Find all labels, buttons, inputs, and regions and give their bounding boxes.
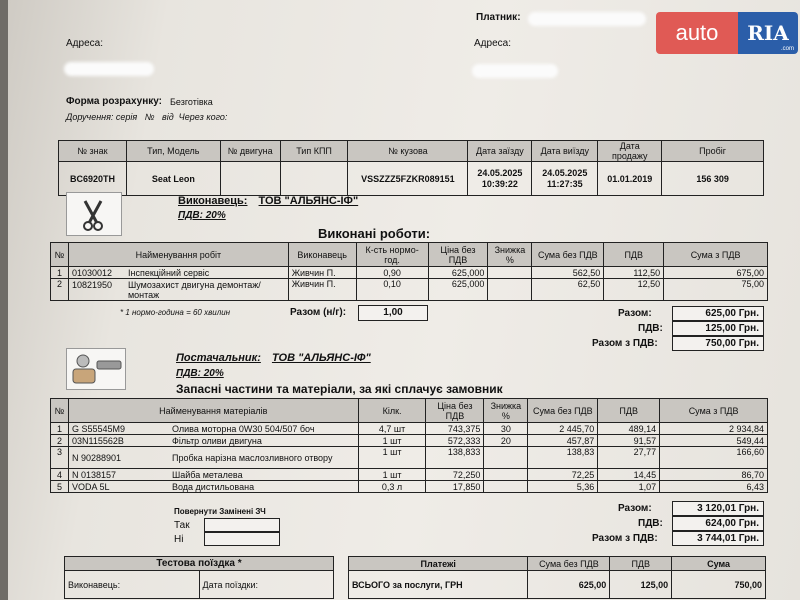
parts-header: Сума з ПДВ — [660, 399, 768, 423]
vehicle-header: № кузова — [348, 141, 468, 162]
table-row — [51, 423, 768, 435]
vehicle-gearbox — [280, 162, 348, 196]
payments-row-label: ВСЬОГО за послуги, ГРН — [349, 571, 528, 599]
part-total: 166,60 — [660, 447, 768, 469]
part-qty: 4,7 шт — [358, 423, 426, 435]
part-name: Фільтр оливи двигуна — [171, 435, 262, 446]
time-in: 10:39:22 — [481, 178, 518, 189]
work-name-cell — [68, 279, 288, 301]
works-header: К-сть нормо-год. — [356, 243, 428, 267]
payment-form-label: Форма розрахунку: — [66, 96, 163, 107]
works-sum-label: Разом: — [618, 308, 652, 319]
works-note: * 1 нормо-година = 60 хвилин — [120, 308, 231, 317]
payments-table — [348, 556, 766, 599]
part-name: Шайба металева — [171, 469, 243, 480]
executor-name: ТОВ "АЛЬЯНС-ІФ" — [258, 195, 359, 207]
test-drive-executor: Виконавець: — [65, 571, 200, 599]
part-price: 17,850 — [426, 481, 484, 493]
part-vat: 1,07 — [598, 481, 660, 493]
part-sum: 5,36 — [528, 481, 598, 493]
part-vat: 91,57 — [598, 435, 660, 447]
table-row — [349, 571, 766, 599]
works-vat: ПДВ: 20% — [178, 210, 226, 221]
parts-header: Сума без ПДВ — [528, 399, 598, 423]
payments-header: Платежі — [349, 557, 528, 571]
parts-header: Ціна без ПДВ — [426, 399, 484, 423]
part-qty: 1 шт — [358, 469, 426, 481]
part-sum: 138,83 — [528, 447, 598, 469]
parts-vat-label: ПДВ: — [638, 518, 663, 529]
parts-icon — [66, 348, 126, 390]
part-name: Пробка нарізна маслозливного отвору — [171, 452, 333, 463]
works-title: Виконані роботи: — [318, 226, 431, 241]
part-n: 3 — [51, 447, 69, 469]
parts-table — [50, 398, 768, 493]
table-row — [51, 267, 768, 279]
parts-header: ПДВ — [598, 399, 660, 423]
work-n: 1 — [51, 267, 69, 279]
part-code: 03N115562B — [71, 435, 124, 446]
works-header: Виконавець — [288, 243, 356, 267]
parts-sum-value: 3 120,01 Грн. — [672, 501, 764, 516]
part-n: 4 — [51, 469, 69, 481]
part-total: 549,44 — [660, 435, 768, 447]
watermark-ria — [738, 12, 798, 54]
works-header: Знижка % — [488, 243, 532, 267]
payments-header: Сума без ПДВ — [528, 557, 610, 571]
work-disc — [488, 279, 532, 301]
works-header: Сума з ПДВ — [664, 243, 768, 267]
payment-form-value: Безготівка — [170, 97, 213, 107]
returned-parts-label: Повернути Замінені ЗЧ — [174, 507, 266, 516]
works-total-label: Разом з ПДВ: — [592, 338, 658, 349]
payments-row-vat: 125,00 — [610, 571, 672, 599]
returned-yes-label: Так — [174, 520, 190, 531]
vehicle-date-out — [532, 162, 598, 196]
part-disc — [484, 447, 528, 469]
vehicle-header: Тип КПП — [280, 141, 348, 162]
returned-no-checkbox[interactable] — [204, 532, 280, 546]
work-executor: Живчин П. — [288, 279, 356, 301]
watermark-ria-text: RIA — [747, 21, 789, 45]
parts-supplier — [176, 352, 371, 364]
part-n: 1 — [51, 423, 69, 435]
part-n: 2 — [51, 435, 69, 447]
work-sum: 562,50 — [532, 267, 604, 279]
work-vat: 12,50 — [604, 279, 664, 301]
parts-vat: ПДВ: 20% — [176, 368, 224, 379]
work-name: Шумозахист двигуна демонтаж/монтаж — [127, 279, 261, 300]
part-disc: 20 — [484, 435, 528, 447]
part-disc — [484, 481, 528, 493]
part-price: 572,333 — [426, 435, 484, 447]
work-disc — [488, 267, 532, 279]
works-header: ПДВ — [604, 243, 664, 267]
watermark-auto: auto — [656, 12, 738, 54]
part-sum: 72,25 — [528, 469, 598, 481]
payments-row-sum: 625,00 — [528, 571, 610, 599]
redacted-address-right — [472, 64, 558, 78]
vehicle-plate: BC6920TH — [59, 162, 127, 196]
part-code: N 0138157 — [71, 469, 117, 480]
works-header: Найменування робіт — [68, 243, 288, 267]
part-price: 138,833 — [426, 447, 484, 469]
tools-icon — [66, 192, 122, 236]
work-name-cell — [68, 267, 288, 279]
part-name: Олива моторна 0W30 504/507 боч — [171, 423, 315, 434]
table-row — [51, 435, 768, 447]
returned-no-label: Ні — [174, 534, 184, 545]
executor-label: Виконавець: — [178, 195, 248, 207]
part-name-cell — [68, 481, 358, 493]
vehicle-table — [58, 140, 764, 196]
vehicle-mileage: 156 309 — [662, 162, 764, 196]
parts-vat-value: 624,00 Грн. — [672, 516, 764, 531]
date-in: 24.05.2025 — [477, 167, 523, 178]
vehicle-header: Пробіг — [662, 141, 764, 162]
vehicle-header: № знак — [59, 141, 127, 162]
part-code: VODA 5L — [71, 481, 110, 492]
vehicle-header: Дата виїзду — [532, 141, 598, 162]
works-total-value: 750,00 Грн. — [672, 336, 764, 351]
part-qty: 0,3 л — [358, 481, 426, 493]
works-header: Сума без ПДВ — [532, 243, 604, 267]
part-price: 743,375 — [426, 423, 484, 435]
work-price: 625,000 — [428, 267, 488, 279]
vehicle-engine — [220, 162, 280, 196]
part-total: 86,70 — [660, 469, 768, 481]
work-sum: 62,50 — [532, 279, 604, 301]
vehicle-vin: VSSZZZ5FZKR089151 — [348, 162, 468, 196]
payments-header: Сума — [672, 557, 766, 571]
vehicle-model: Seat Leon — [126, 162, 220, 196]
part-sum: 457,87 — [528, 435, 598, 447]
works-vat-value: 125,00 Грн. — [672, 321, 764, 336]
date-out: 24.05.2025 — [542, 167, 588, 178]
parts-header: Знижка % — [484, 399, 528, 423]
table-row — [51, 447, 768, 469]
works-executor-label — [178, 195, 358, 207]
vehicle-header: Тип, Модель — [126, 141, 220, 162]
works-header: № — [51, 243, 69, 267]
test-drive-table — [64, 556, 334, 599]
autoria-watermark-logo — [656, 12, 798, 54]
parts-header: № — [51, 399, 69, 423]
test-drive-date: Дата поїздки: — [199, 571, 333, 599]
work-qty: 0,10 — [356, 279, 428, 301]
part-code: N 90288901 — [71, 452, 122, 463]
part-name-cell — [68, 447, 358, 469]
work-vat: 112,50 — [604, 267, 664, 279]
part-vat: 489,14 — [598, 423, 660, 435]
supplier-label: Постачальник: — [176, 352, 261, 364]
parts-total-label: Разом з ПДВ: — [592, 533, 658, 544]
work-total: 675,00 — [664, 267, 768, 279]
part-qty: 1 шт — [358, 435, 426, 447]
work-code: 10821950 — [71, 279, 113, 290]
parts-title: Запасні частини та матеріали, за які сплачує замовник — [176, 382, 503, 396]
vehicle-header: Дата заїзду — [468, 141, 532, 162]
work-total: 75,00 — [664, 279, 768, 301]
payments-header: ПДВ — [610, 557, 672, 571]
part-vat: 27,77 — [598, 447, 660, 469]
part-disc: 30 — [484, 423, 528, 435]
address-label-left: Адреса: — [66, 38, 103, 49]
parts-total-value: 3 744,01 Грн. — [672, 531, 764, 546]
redacted-address-left — [64, 62, 154, 76]
table-row — [51, 481, 768, 493]
table-row — [51, 469, 768, 481]
part-n: 5 — [51, 481, 69, 493]
vehicle-date-in — [468, 162, 532, 196]
returned-yes-checkbox[interactable] — [204, 518, 280, 532]
time-out: 11:27:35 — [547, 178, 583, 189]
works-sum-value: 625,00 Грн. — [672, 306, 764, 321]
works-hours-value: 1,00 — [358, 305, 428, 321]
test-drive-title: Тестова поїздка * — [65, 557, 334, 571]
part-name-cell — [68, 423, 358, 435]
works-hours-label: Разом (н/г): — [290, 307, 347, 318]
parts-header: Найменування матеріалів — [68, 399, 358, 423]
part-total: 6,43 — [660, 481, 768, 493]
part-name: Вода дистильована — [171, 481, 255, 492]
address-label-right: Адреса: — [474, 38, 511, 49]
works-header: Ціна без ПДВ — [428, 243, 488, 267]
redacted-payer — [528, 12, 646, 26]
watermark-suffix: .com — [780, 46, 794, 52]
vehicle-sale-date: 01.01.2019 — [598, 162, 662, 196]
part-disc — [484, 469, 528, 481]
part-code: G S55545M9 — [71, 423, 126, 434]
work-code: 01030012 — [71, 267, 113, 278]
part-price: 72,250 — [426, 469, 484, 481]
works-table — [50, 242, 768, 301]
invoice-page — [8, 0, 800, 600]
part-name-cell — [68, 435, 358, 447]
work-price: 625,000 — [428, 279, 488, 301]
power-of-attorney: Доручення: серія № від Через кого: — [66, 112, 228, 122]
payer-label: Платник: — [476, 12, 521, 23]
vehicle-header: № двигуна — [220, 141, 280, 162]
part-name-cell — [68, 469, 358, 481]
work-qty: 0,90 — [356, 267, 428, 279]
table-row — [51, 279, 768, 301]
works-vat-label: ПДВ: — [638, 323, 663, 334]
part-qty: 1 шт — [358, 447, 426, 469]
vehicle-header: Дата продажу — [598, 141, 662, 162]
parts-sum-label: Разом: — [618, 503, 652, 514]
work-n: 2 — [51, 279, 69, 301]
parts-header: Кілк. — [358, 399, 426, 423]
supplier-name: ТОВ "АЛЬЯНС-ІФ" — [271, 352, 371, 364]
part-total: 2 934,84 — [660, 423, 768, 435]
work-name: Інспекційний сервіс — [127, 267, 210, 278]
payments-row-total: 750,00 — [672, 571, 766, 599]
part-sum: 2 445,70 — [528, 423, 598, 435]
work-executor: Живчин П. — [288, 267, 356, 279]
part-vat: 14,45 — [598, 469, 660, 481]
